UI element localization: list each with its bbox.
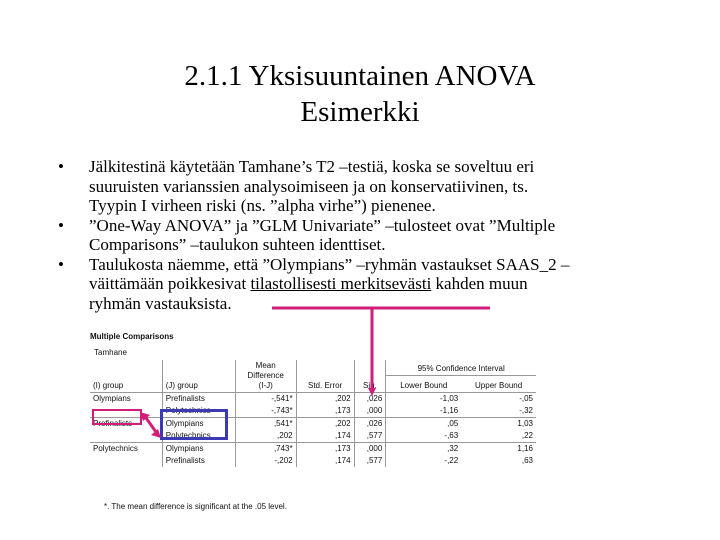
cell-lower: -,63	[444, 431, 459, 440]
cell-i: Olympians	[90, 393, 162, 406]
cell-j: Olympians	[162, 443, 235, 456]
cell-diff: ,541*	[235, 418, 296, 431]
bullet-marker: •	[58, 215, 64, 235]
bullet-line: ”One-Way ANOVA” ja ”GLM Univariate” –tulosteet ovat ”Multiple	[89, 215, 556, 235]
cell-j: Prefinalists	[162, 393, 235, 406]
highlighted-phrase: tilastollisesti merkitsevästi	[250, 274, 432, 293]
cell-upper: -,32	[519, 406, 533, 415]
cell-j: Olympians	[162, 418, 235, 431]
cell-sig: ,000	[354, 405, 386, 418]
col-header-sig: Sig.	[354, 360, 386, 393]
cell-lower: -1,03	[386, 393, 461, 406]
cell-se: ,202	[296, 418, 354, 431]
cell-se: ,173	[296, 443, 354, 456]
cell-i: Prefinalists	[90, 418, 162, 431]
bullet-text: kahden muun	[431, 274, 528, 293]
table-footnote: *. The mean difference is significant at the .05 level.	[104, 502, 287, 511]
cell-diff: -,202	[235, 455, 296, 467]
col-header-lower: Lower Bound	[386, 376, 461, 393]
cell-lower: -1,16	[439, 406, 459, 415]
cell-j: Polytechnics	[162, 405, 235, 418]
cell-se: ,174	[296, 455, 354, 467]
cell-upper: -,05	[461, 393, 536, 406]
cell-diff: -,743*	[235, 405, 296, 418]
cell-upper: ,63	[521, 456, 533, 465]
col-header-ci: 95% Confidence Interval	[386, 360, 536, 376]
header-line: Mean	[255, 361, 276, 370]
bullet-line: Comparisons” –taulukon suhteen identtiset.	[89, 235, 386, 254]
cell-se: ,173	[296, 405, 354, 418]
bullet-line: Tyypin I virheen riski (ns. ”alpha virhe”) pienenee.	[89, 196, 436, 215]
bullet-line: ryhmän vastauksista.	[89, 293, 232, 313]
bullet-marker: •	[58, 254, 64, 274]
sig-pointer-arrow	[272, 308, 490, 392]
title-line-2: Esimerkki	[300, 96, 420, 128]
col-header-std-error: Std. Error	[296, 360, 354, 393]
bullet-line: suuruisten varianssien analysoimiseen ja on konservatiivinen, ts.	[89, 176, 529, 196]
table-caption: Multiple Comparisons	[90, 332, 174, 341]
col-header-upper: Upper Bound	[461, 376, 536, 393]
cell-upper: 1,16	[461, 443, 536, 456]
col-header-i: (I) group	[90, 360, 162, 393]
cell-sig: ,577	[354, 455, 386, 467]
cell-lower: -,22	[444, 456, 459, 465]
cell-diff: ,743*	[235, 443, 296, 456]
cell-upper: ,22	[521, 431, 533, 440]
cell-j: Prefinalists	[162, 455, 235, 467]
header-line: (I-J)	[258, 381, 273, 390]
cell-j: Polytechnics	[162, 430, 235, 443]
bullet-line: Taulukosta näemme, että ”Olympians” –ryhmän vastaukset SAAS_2 –	[89, 254, 570, 274]
cell-upper: 1,03	[461, 418, 536, 431]
test-name: Tamhane	[94, 348, 127, 357]
cell-se: ,202	[296, 393, 354, 406]
cell-diff: ,202	[235, 430, 296, 443]
bullet-text: väittämään poikkesivat	[89, 274, 251, 293]
cell-sig: ,577	[354, 430, 386, 443]
col-header-j: (J) group	[162, 360, 235, 393]
cell-sig: ,000	[354, 443, 386, 456]
bullet-marker: •	[58, 157, 64, 176]
cell-i: Polytechnics	[90, 443, 162, 456]
double-arrow-icon	[140, 412, 161, 438]
cell-se: ,174	[296, 430, 354, 443]
bullet-line: Jälkitestinä käytetään Tamhane’s T2 –testiä, koska se soveltuu eri	[89, 157, 535, 176]
cell-sig: ,026	[354, 393, 386, 406]
cell-lower: ,05	[386, 418, 461, 431]
header-line: Difference	[247, 371, 284, 380]
title-line-1: 2.1.1 Yksisuuntainen ANOVA	[184, 60, 536, 92]
cell-lower: ,32	[386, 443, 461, 456]
cell-diff: -,541*	[235, 393, 296, 406]
cell-sig: ,026	[354, 418, 386, 431]
